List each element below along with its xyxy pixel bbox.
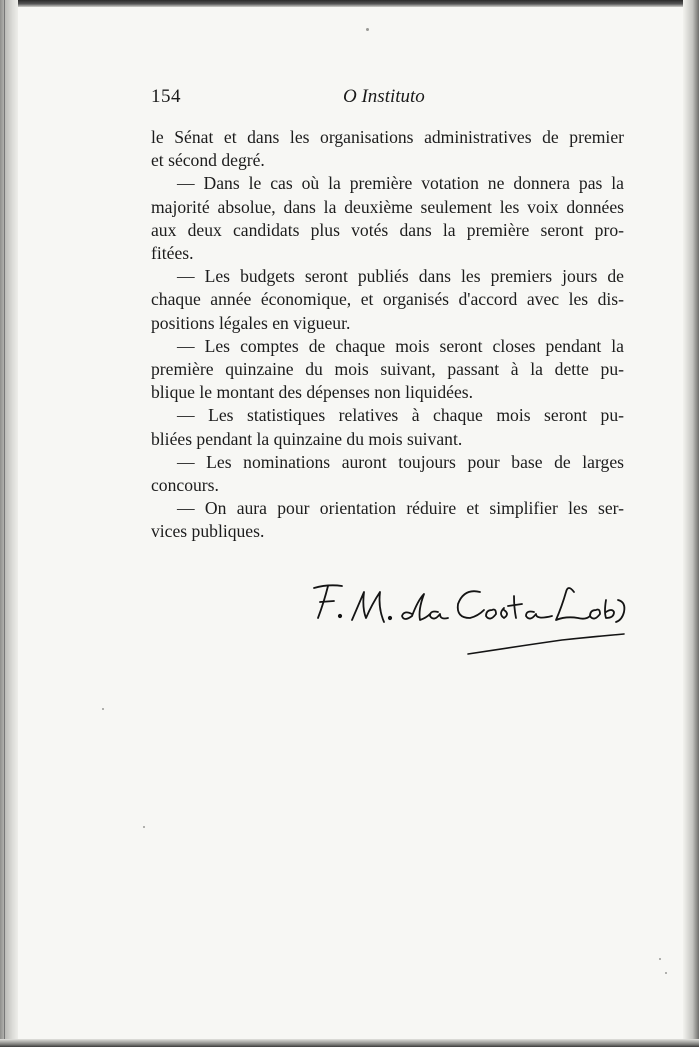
text-line: chaque année économique, et organisés d'accord avec les dis-: [151, 289, 624, 310]
text-line: — Les nominations auront toujours pour base de larges: [177, 451, 624, 472]
paper-speck: [143, 826, 145, 828]
signature-drawing: [300, 570, 630, 665]
text-line: blique le montant des dépenses non liquidées.: [151, 382, 473, 403]
text-line: — Les statistiques relatives à chaque mois seront pu-: [177, 405, 624, 426]
paragraph: [151, 265, 624, 335]
text-line: et sécond degré.: [151, 150, 265, 171]
paragraph: [151, 497, 624, 543]
text-line: — Les budgets seront publiés dans les premiers jours de: [177, 266, 624, 287]
text-line: le Sénat et dans les organisations administratives de premier: [151, 127, 624, 147]
page-bottom-edge: [0, 1039, 699, 1047]
paragraph: [151, 404, 624, 450]
running-title: O Instituto: [343, 86, 425, 107]
page-number: 154: [151, 86, 181, 107]
text-line: bliées pendant la quinzaine du mois suivant.: [151, 428, 463, 449]
page-top-edge: [0, 0, 699, 7]
text-line: aux deux candidats plus votés dans la première seront pro-: [151, 219, 624, 240]
paragraph: [151, 172, 624, 265]
paragraph: [151, 126, 624, 172]
text-line: concours.: [151, 475, 219, 496]
handwritten-signature: [300, 570, 630, 665]
text-line: vices publiques.: [151, 521, 265, 542]
page-left-edge: [0, 0, 18, 1047]
page-binding-line: [4, 0, 5, 1047]
paragraph: [151, 335, 624, 405]
text-line: majorité absolue, dans la deuxième seulement les voix données: [151, 196, 624, 217]
paper-speck: [659, 958, 661, 960]
page-header: [151, 86, 625, 114]
paper-speck: [366, 28, 369, 31]
paragraph: [151, 451, 624, 497]
body-text: [151, 126, 624, 544]
page-right-edge: [683, 0, 699, 1047]
text-line: première quinzaine du mois suivant, passant à la dette pu-: [151, 359, 624, 380]
text-line: — On aura pour orientation réduire et simplifier les ser-: [177, 498, 624, 519]
text-line: fitées.: [151, 243, 194, 264]
text-line: — Les comptes de chaque mois seront closes pendant la: [177, 335, 624, 356]
text-line: positions légales en vigueur.: [151, 312, 351, 333]
paper-speck: [665, 972, 667, 974]
paper-speck: [102, 708, 104, 710]
text-line: — Dans le cas où la première votation ne donnera pas la: [177, 173, 624, 194]
